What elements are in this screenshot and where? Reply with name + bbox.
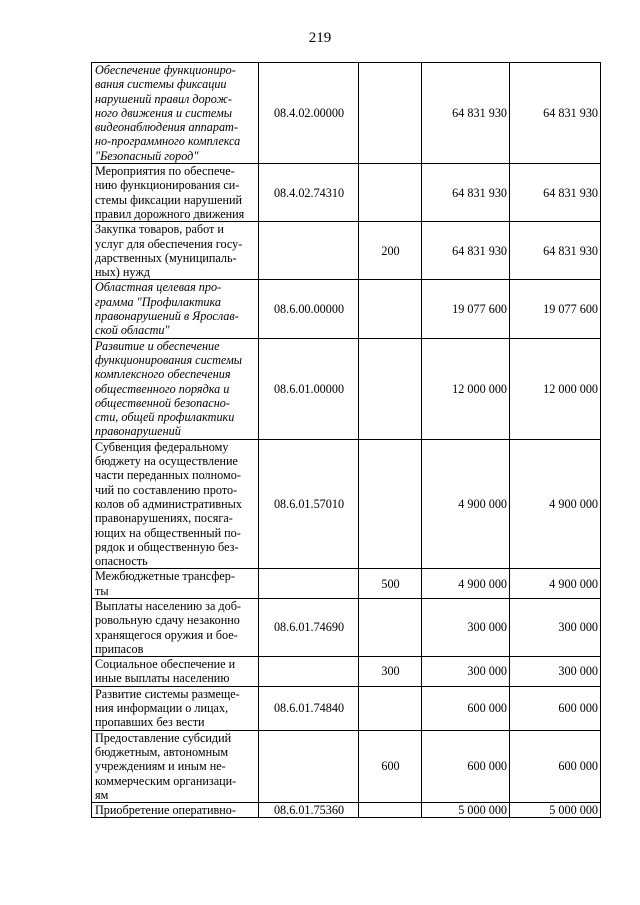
item-name-line: Развитие системы размеще- <box>95 686 240 701</box>
item-name-line: видеонаблюдения аппарат- <box>95 120 238 135</box>
budget-table-body <box>92 63 601 818</box>
table-row <box>92 338 601 439</box>
item-name-line: ям <box>95 787 109 802</box>
table-row <box>92 730 601 802</box>
item-name-line: хранящегося оружия и бое- <box>95 627 238 642</box>
item-name-line: правонарушениях, посяга- <box>95 511 233 526</box>
target-article-code-cell: 08.6.00.00000 <box>259 280 359 338</box>
amount-year-2-cell: 4 900 000 <box>510 439 601 569</box>
item-name-line: ного движения и системы <box>95 105 233 120</box>
expense-type-cell: 300 <box>359 657 422 687</box>
item-name-line: опасность <box>95 554 148 569</box>
expense-type-cell <box>359 803 422 818</box>
target-article-code-cell: 08.6.01.74690 <box>259 598 359 656</box>
item-name-line: ты <box>95 583 109 598</box>
amount-year-2-cell: 600 000 <box>510 730 601 802</box>
target-article-code-cell: 08.4.02.00000 <box>259 63 359 164</box>
item-name-line: вания системы фиксации <box>95 77 227 92</box>
table-row <box>92 803 601 818</box>
item-name-line: общественной безопасно- <box>95 395 230 410</box>
item-name-line: Приобретение оперативно- <box>95 803 236 818</box>
item-name-line: функционирования системы <box>95 352 243 367</box>
item-name-line: рядок и общественную без- <box>95 539 239 554</box>
item-name-line: бюджетным, автономным <box>95 744 229 759</box>
item-name-line: учреждениям и иным не- <box>95 759 226 774</box>
item-name-line: правонарушений в Ярослав- <box>95 309 239 324</box>
item-name-cell <box>92 598 259 656</box>
item-name-line: грамма "Профилактика <box>95 294 221 309</box>
amount-year-1-cell: 4 900 000 <box>422 569 510 599</box>
expense-type-cell <box>359 598 422 656</box>
item-name-line: ровольную сдачу незаконно <box>95 613 240 628</box>
item-name-line: Закупка товаров, работ и <box>95 222 224 237</box>
item-name-cell <box>92 439 259 569</box>
table-row <box>92 222 601 280</box>
item-name-line: Мероприятия по обеспече- <box>95 164 235 179</box>
item-name-line: колов об административных <box>95 496 242 511</box>
amount-year-1-cell: 300 000 <box>422 657 510 687</box>
item-name-line: нарушений правил дорож- <box>95 91 232 106</box>
amount-year-1-cell: 4 900 000 <box>422 439 510 569</box>
target-article-code-cell: 08.4.02.74310 <box>259 164 359 222</box>
expense-type-cell <box>359 164 422 222</box>
amount-year-2-cell: 600 000 <box>510 686 601 730</box>
item-name-line: Обеспечение функциониро- <box>95 63 236 77</box>
expense-type-cell: 600 <box>359 730 422 802</box>
amount-year-1-cell: 5 000 000 <box>422 803 510 818</box>
item-name-line: Субвенция федеральному <box>95 439 229 454</box>
amount-year-2-cell: 12 000 000 <box>510 338 601 439</box>
amount-year-1-cell: 64 831 930 <box>422 63 510 164</box>
amount-year-1-cell: 64 831 930 <box>422 164 510 222</box>
item-name-line: Межбюджетные трансфер- <box>95 569 235 584</box>
item-name-line: чий по составлению прото- <box>95 482 238 497</box>
target-article-code-cell: 08.6.01.57010 <box>259 439 359 569</box>
item-name-line: Развитие и обеспечение <box>95 338 220 353</box>
item-name-line: но-программного комплекса <box>95 134 241 149</box>
item-name-cell <box>92 280 259 338</box>
item-name-line: правил дорожного движения <box>95 206 245 221</box>
table-row <box>92 598 601 656</box>
item-name-line: ных) нужд <box>95 265 150 280</box>
item-name-line: услуг для обеспечения госу- <box>95 236 243 251</box>
item-name-line: Выплаты населению за доб- <box>95 598 241 613</box>
amount-year-1-cell: 12 000 000 <box>422 338 510 439</box>
target-article-code-cell <box>259 657 359 687</box>
item-name-cell <box>92 803 259 818</box>
expense-type-cell <box>359 686 422 730</box>
amount-year-2-cell: 64 831 930 <box>510 222 601 280</box>
amount-year-2-cell: 64 831 930 <box>510 164 601 222</box>
amount-year-2-cell: 300 000 <box>510 598 601 656</box>
amount-year-1-cell: 600 000 <box>422 686 510 730</box>
item-name-cell <box>92 164 259 222</box>
target-article-code-cell <box>259 730 359 802</box>
item-name-line: части переданных полномо- <box>95 468 241 483</box>
amount-year-1-cell: 19 077 600 <box>422 280 510 338</box>
table-row <box>92 686 601 730</box>
table-row <box>92 280 601 338</box>
item-name-line: сти, общей профилактики <box>95 410 235 425</box>
item-name-line: "Безопасный город" <box>95 148 199 163</box>
amount-year-1-cell: 300 000 <box>422 598 510 656</box>
expense-type-cell: 200 <box>359 222 422 280</box>
item-name-line: Социальное обеспечение и <box>95 657 236 672</box>
page-number: 219 <box>308 30 332 46</box>
item-name-cell <box>92 686 259 730</box>
expense-type-cell <box>359 63 422 164</box>
amount-year-1-cell: 600 000 <box>422 730 510 802</box>
item-name-line: нию функционирования си- <box>95 178 240 193</box>
expense-type-cell: 500 <box>359 569 422 599</box>
item-name-line: Областная целевая про- <box>95 280 222 295</box>
amount-year-2-cell: 4 900 000 <box>510 569 601 599</box>
target-article-code-cell <box>259 569 359 599</box>
expense-type-cell <box>359 280 422 338</box>
amount-year-2-cell: 300 000 <box>510 657 601 687</box>
item-name-cell <box>92 730 259 802</box>
item-name-line: стемы фиксации нарушений <box>95 192 243 207</box>
item-name-line: бюджету на осуществление <box>95 454 238 469</box>
expense-type-cell <box>359 338 422 439</box>
item-name-cell <box>92 569 259 599</box>
amount-year-1-cell: 64 831 930 <box>422 222 510 280</box>
item-name-line: дарственных (муниципаль- <box>95 250 237 265</box>
item-name-line: пропавших без вести <box>95 715 205 730</box>
item-name-line: комплексного обеспечения <box>95 367 231 382</box>
table-row <box>92 657 601 687</box>
table-row <box>92 63 601 164</box>
item-name-line: припасов <box>95 641 144 656</box>
amount-year-2-cell: 19 077 600 <box>510 280 601 338</box>
table-row <box>92 164 601 222</box>
item-name-line: Предоставление субсидий <box>95 730 232 745</box>
item-name-line: иные выплаты населению <box>95 671 230 686</box>
expense-type-cell <box>359 439 422 569</box>
item-name-cell <box>92 63 259 164</box>
target-article-code-cell: 08.6.01.74840 <box>259 686 359 730</box>
target-article-code-cell: 08.6.01.00000 <box>259 338 359 439</box>
item-name-cell <box>92 657 259 687</box>
budget-table <box>91 62 601 818</box>
amount-year-2-cell: 64 831 930 <box>510 63 601 164</box>
item-name-line: ющих на общественный по- <box>95 525 241 540</box>
item-name-line: правонарушений <box>95 424 181 439</box>
table-row <box>92 439 601 569</box>
item-name-line: общественного порядка и <box>95 381 230 396</box>
target-article-code-cell <box>259 222 359 280</box>
item-name-line: ской области" <box>95 323 170 338</box>
table-row <box>92 569 601 599</box>
target-article-code-cell: 08.6.01.75360 <box>259 803 359 818</box>
item-name-line: ния информации о лицах, <box>95 701 229 716</box>
item-name-cell <box>92 222 259 280</box>
item-name-cell <box>92 338 259 439</box>
amount-year-2-cell: 5 000 000 <box>510 803 601 818</box>
item-name-line: коммерческим организаци- <box>95 773 237 788</box>
